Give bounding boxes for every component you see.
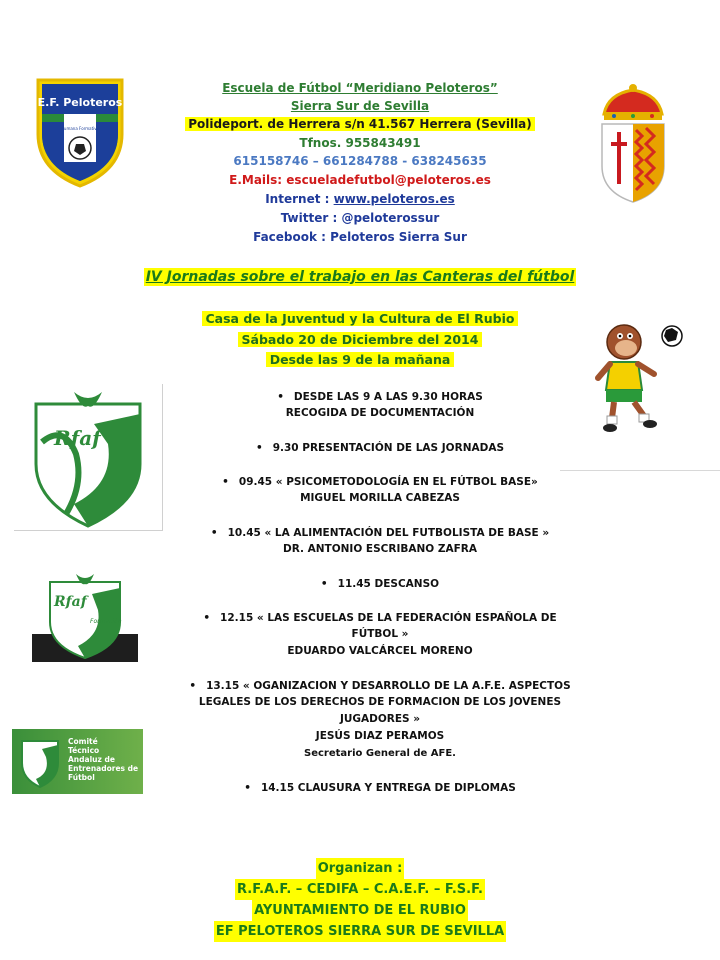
internet-label: Internet : xyxy=(265,192,330,206)
schedule-item xyxy=(140,525,620,542)
schedule-text: • 13.15 « OGANIZACION Y DESARROLLO DE LA A.F.E. ASPECTOS xyxy=(189,680,570,692)
event-date: Sábado 20 de Diciembre del 2014 xyxy=(238,332,483,347)
schedule-item xyxy=(140,474,620,491)
schedule-item xyxy=(140,780,620,797)
schedule-text: • 09.45 « PSICOMETODOLOGÍA EN EL FÚTBOL BASE» xyxy=(222,476,538,488)
schedule-item-sub: EDUARDO VALCÁRCEL MORENO xyxy=(287,645,473,657)
rfaf-logo-text: Rfaf xyxy=(54,426,101,450)
school-name: Escuela de Fútbol “Meridiano Peloteros” xyxy=(222,81,498,95)
organizers-line xyxy=(0,879,720,900)
schedule-text: • 11.45 DESCANSO xyxy=(321,578,439,590)
coat-of-arms xyxy=(594,80,672,204)
comite-logo-text xyxy=(68,737,138,782)
address-text: Polideport. de Herrera s/n 41.567 Herrera (Sevilla) xyxy=(185,117,535,131)
comite-line: Comité xyxy=(68,737,98,746)
schedule-item-sub: Secretario General de AFE. xyxy=(304,748,456,759)
rfaf-formacion-sub: Formación xyxy=(90,618,122,625)
peloteros-logo-sub: Humana Formativa xyxy=(60,126,100,131)
schedule-item-sub: JUGADORES » xyxy=(339,713,421,725)
rfaf-formacion-logo xyxy=(32,572,138,662)
comite-line: Fútbol xyxy=(68,773,95,782)
event-venue: Casa de la Juventud y la Cultura de El Rubio xyxy=(202,311,519,326)
phone: Tfnos. 955843491 xyxy=(299,136,421,150)
schedule-item-sub: FÚTBOL » xyxy=(351,628,409,640)
organizers-label: Organizan : xyxy=(316,858,405,879)
event-time: Desde las 9 de la mañana xyxy=(266,352,455,367)
internet-link[interactable]: www.peloteros.es xyxy=(333,192,455,206)
schedule-item xyxy=(140,610,620,627)
facebook: Facebook : Peloteros Sierra Sur xyxy=(253,230,467,244)
schedule-item xyxy=(140,440,620,457)
schedule-item xyxy=(140,576,620,593)
organizers-line xyxy=(0,921,720,942)
schedule-item-sub: DR. ANTONIO ESCRIBANO ZAFRA xyxy=(283,543,477,555)
organizers-text: EF PELOTEROS SIERRA SUR DE SEVILLA xyxy=(214,921,506,942)
organizers-text: R.F.A.F. – CEDIFA – C.A.E.F. – F.S.F. xyxy=(235,879,485,900)
schedule-item-sub: RECOGIDA DE DOCUMENTACIÓN xyxy=(285,407,475,419)
schedule-item xyxy=(140,678,620,695)
school-region: Sierra Sur de Sevilla xyxy=(290,99,430,113)
peloteros-logo xyxy=(34,72,126,188)
schedule-text: • 12.15 « LAS ESCUELAS DE LA FEDERACIÓN ESPAÑOLA DE xyxy=(203,612,556,624)
comite-line: Andaluz de xyxy=(68,755,115,764)
schedule-text: • 10.45 « LA ALIMENTACIÓN DEL FUTBOLISTA DE BASE » xyxy=(211,527,549,539)
mobiles: 615158746 – 661284788 - 638245635 xyxy=(233,154,487,168)
divider xyxy=(560,470,720,471)
title-line xyxy=(0,266,720,285)
schedule-item-sub: LEGALES DE LOS DERECHOS DE FORMACION DE LOS JOVENES xyxy=(198,696,562,708)
schedule-item-sub: JESÚS DIAZ PERAMOS xyxy=(315,730,445,742)
schedule-item xyxy=(140,389,620,406)
comite-logo xyxy=(12,729,143,794)
page-title: IV Jornadas sobre el trabajo en las Canteras del fútbol xyxy=(145,269,575,285)
schedule-text: • 14.15 CLAUSURA Y ENTREGA DE DIPLOMAS xyxy=(244,782,516,794)
schedule-text: • DESDE LAS 9 A LAS 9.30 HORAS xyxy=(277,391,483,403)
twitter: Twitter : @peloterossur xyxy=(280,211,440,225)
organizers-line xyxy=(0,900,720,921)
schedule-text: • 9.30 PRESENTACIÓN DE LAS JORNADAS xyxy=(256,442,504,454)
rfaf-formacion-text: Rfaf xyxy=(54,594,87,610)
emails: E.Mails: escueladefutbol@peloteros.es xyxy=(229,173,491,187)
peloteros-logo-name: E.F. Peloteros xyxy=(37,96,123,109)
organizers-label-line xyxy=(0,858,720,879)
organizers-text: AYUNTAMIENTO DE EL RUBIO xyxy=(252,900,468,921)
schedule-item-sub: MIGUEL MORILLA CABEZAS xyxy=(300,492,460,504)
comite-line: Entrenadores de xyxy=(68,764,139,773)
comite-line: Técnico xyxy=(68,746,100,755)
